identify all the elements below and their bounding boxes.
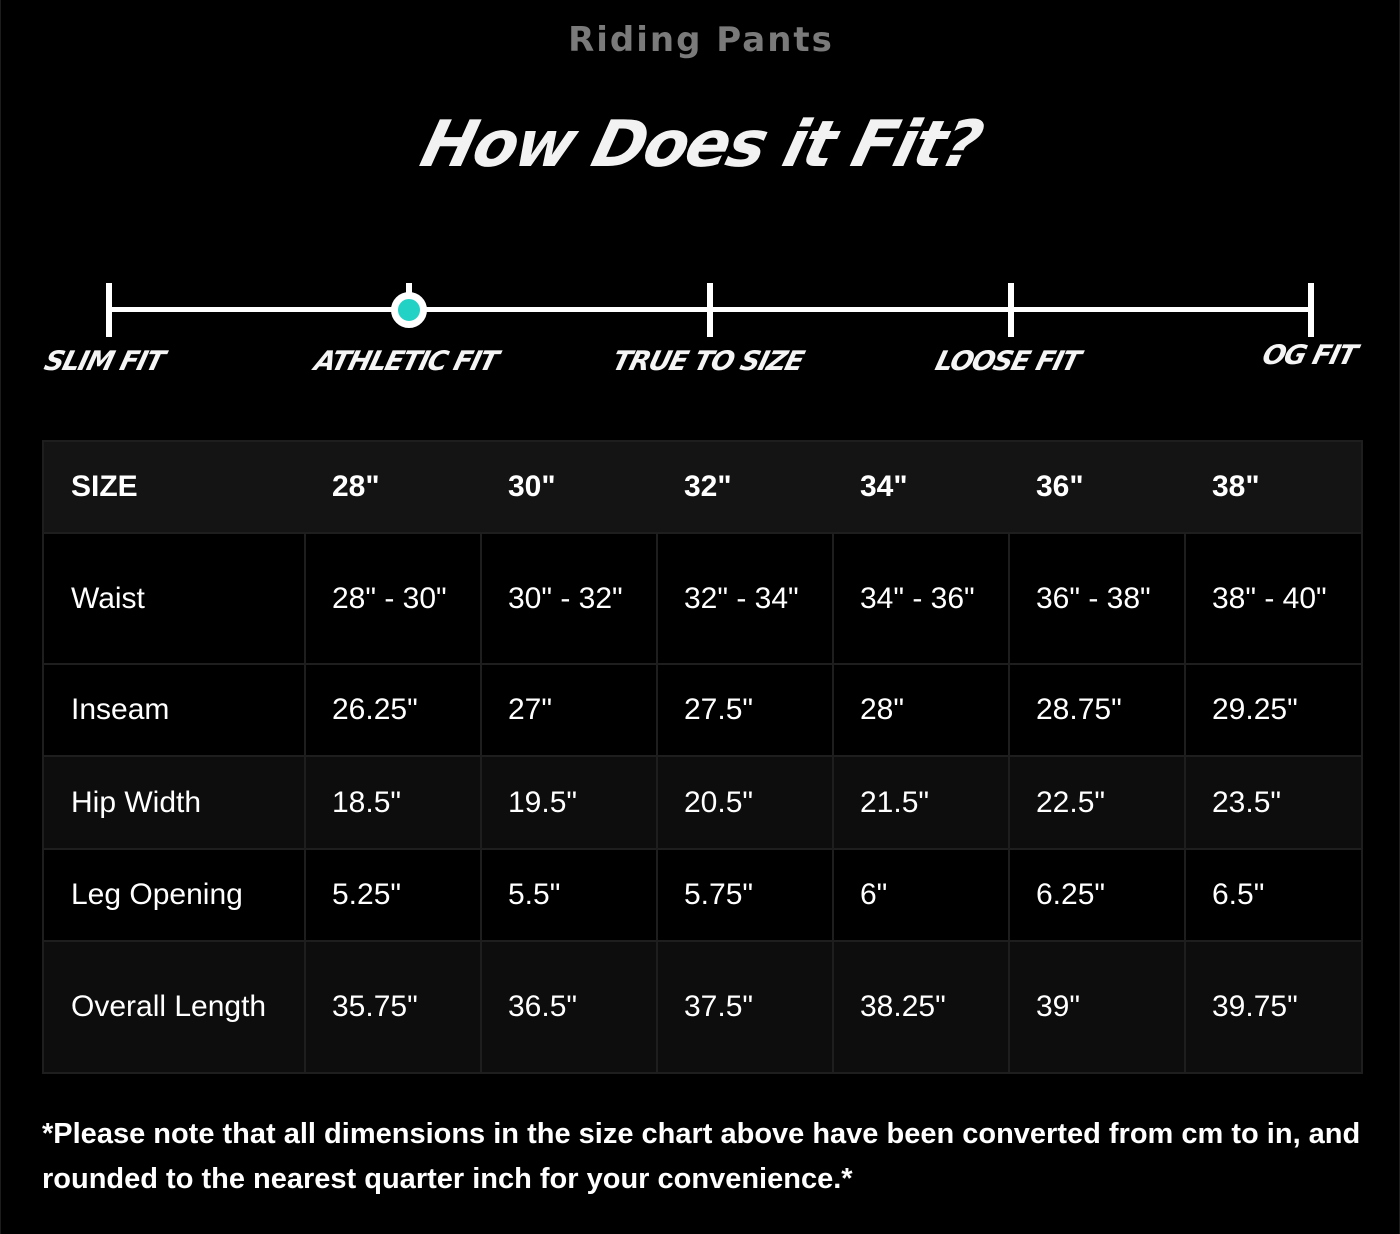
row-label: Hip Width (43, 756, 305, 849)
fit-scale-tick-loose (1008, 283, 1014, 337)
table-cell: 5.25" (305, 849, 481, 941)
table-cell: 39" (1009, 941, 1185, 1073)
table-cell: 6" (833, 849, 1009, 941)
fit-scale-marker (391, 292, 427, 328)
fit-label-slim: SLIM FIT (41, 346, 167, 377)
table-cell: 38" - 40" (1185, 533, 1362, 664)
table-cell: 23.5" (1185, 756, 1362, 849)
table-cell: 27.5" (657, 664, 833, 756)
table-cell: 34" - 36" (833, 533, 1009, 664)
header-cell: 30" (481, 441, 657, 533)
table-cell: 32" - 34" (657, 533, 833, 664)
fit-label-athletic: ATHLETIC FIT (311, 346, 501, 377)
table-cell: 5.5" (481, 849, 657, 941)
fit-scale-tick-slim (106, 283, 112, 337)
table-cell: 36" - 38" (1009, 533, 1185, 664)
fit-heading: How Does it Fit? (413, 108, 989, 182)
table-cell: 29.25" (1185, 664, 1362, 756)
table-cell: 30" - 32" (481, 533, 657, 664)
table-row-inseam (43, 664, 1362, 756)
table-cell: 28" - 30" (305, 533, 481, 664)
header-cell: 32" (657, 441, 833, 533)
fit-scale-tick-true-to-size (707, 283, 713, 337)
fit-label-loose: LOOSE FIT (932, 346, 1083, 377)
table-cell: 28.75" (1009, 664, 1185, 756)
header-cell: 28" (305, 441, 481, 533)
table-cell: 39.75" (1185, 941, 1362, 1073)
row-label: Waist (43, 533, 305, 664)
table-row-waist (43, 533, 1362, 664)
table-cell: 37.5" (657, 941, 833, 1073)
fit-label-og: OG FIT (1259, 340, 1360, 371)
table-cell: 26.25" (305, 664, 481, 756)
table-cell: 19.5" (481, 756, 657, 849)
table-row-overall-length (43, 941, 1362, 1073)
fit-label-true-to-size: TRUE TO SIZE (609, 346, 807, 377)
fit-scale (1, 280, 1400, 400)
fit-scale-tick-og (1308, 283, 1314, 337)
table-cell: 6.5" (1185, 849, 1362, 941)
table-row-hip-width (43, 756, 1362, 849)
table-cell: 5.75" (657, 849, 833, 941)
header-cell: 36" (1009, 441, 1185, 533)
header-cell: 34" (833, 441, 1009, 533)
size-chart-table (42, 440, 1363, 1074)
page-title: Riding Pants (568, 20, 834, 60)
row-label: Overall Length (43, 941, 305, 1073)
table-header-row (43, 441, 1362, 533)
row-label: Leg Opening (43, 849, 305, 941)
table-cell: 22.5" (1009, 756, 1185, 849)
table-cell: 20.5" (657, 756, 833, 849)
row-label: Inseam (43, 664, 305, 756)
table-cell: 38.25" (833, 941, 1009, 1073)
header-cell-size: SIZE (43, 441, 305, 533)
table-cell: 18.5" (305, 756, 481, 849)
table-cell: 6.25" (1009, 849, 1185, 941)
table-cell: 21.5" (833, 756, 1009, 849)
table-cell: 36.5" (481, 941, 657, 1073)
header-cell: 38" (1185, 441, 1362, 533)
table-cell: 35.75" (305, 941, 481, 1073)
table-cell: 27" (481, 664, 657, 756)
table-cell: 28" (833, 664, 1009, 756)
table-row-leg-opening (43, 849, 1362, 941)
conversion-note: *Please note that all dimensions in the size chart above have been converted from cm to in, and rounded to the nearest quarter inch for your convenience.* (42, 1118, 1361, 1195)
